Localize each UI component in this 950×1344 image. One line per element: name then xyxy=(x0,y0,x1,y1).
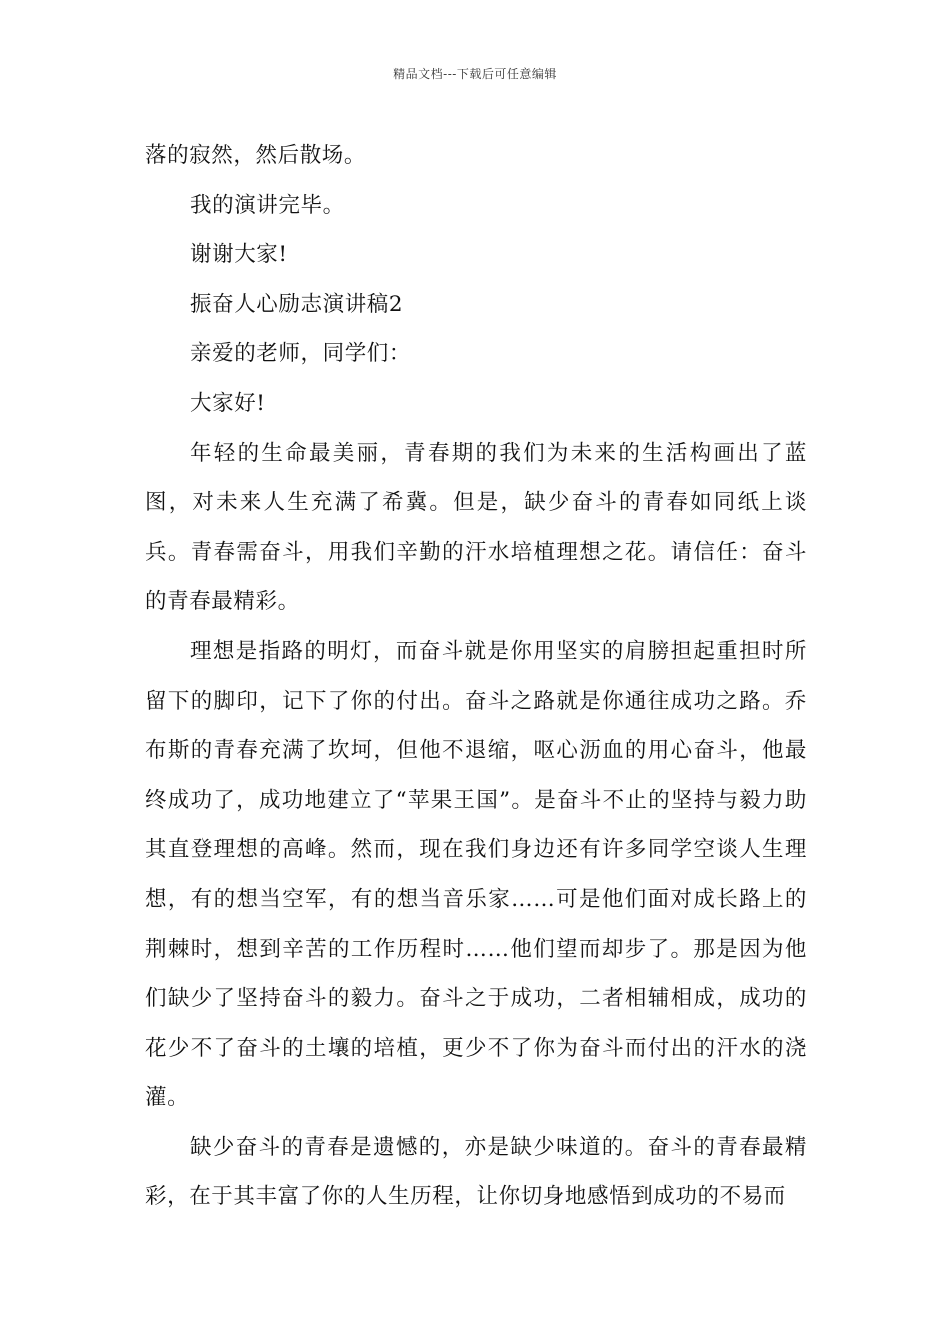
paragraph-thanks: 谢谢大家! xyxy=(190,242,288,268)
paragraph-body: 年轻的生命最美丽，青春期的我们为未来的生活构画出了蓝图，对未来人生充满了希冀。但是，缺少奋斗的青春如同纸上谈兵。青春需奋斗，用我们辛勤的汗水培植理想之花。请信任：奋斗的青春最精彩。 xyxy=(145,440,807,615)
paragraph-closing: 我的演讲完毕。 xyxy=(190,192,345,218)
paragraph-greeting: 大家好! xyxy=(190,390,266,416)
page-header: 精品文档---下载后可任意编辑 xyxy=(393,67,557,81)
speech-title: 振奋人心励志演讲稿2 xyxy=(190,291,404,317)
paragraph-salutation: 亲爱的老师，同学们： xyxy=(190,341,412,367)
paragraph-body: 理想是指路的明灯，而奋斗就是你用坚实的肩膀担起重担时所留下的脚印，记下了你的付出。奋斗之路就是你通往成功之路。乔布斯的青春充满了坎坷，但他不退缩，呕心沥血的用心奋斗，他最终成功了，成功地建立了“苹果王国”。是奋斗不止的坚持与毅力助其直登理想的高峰。然而，现在我们身边还有许多同学空谈人生理想，有的想当空军，有的想当音乐家……可是他们面对成长路上的荆棘时，想到辛苦的工作历程时……他们望而却步了。那是因为他们缺少了坚持奋斗的毅力。奋斗之于成功，二者相辅相成，成功的花少不了奋斗的土壤的培植，更少不了你为奋斗而付出的汗水的浇灌。 xyxy=(145,638,807,1111)
paragraph-body: 缺少奋斗的青春是遗憾的，亦是缺少味道的。奋斗的青春最精彩，在于其丰富了你的人生历程，让你切身地感悟到成功的不易而 xyxy=(145,1134,807,1210)
document-body xyxy=(145,131,807,1222)
paragraph-continued: 落的寂然，然后散场。 xyxy=(145,143,367,168)
